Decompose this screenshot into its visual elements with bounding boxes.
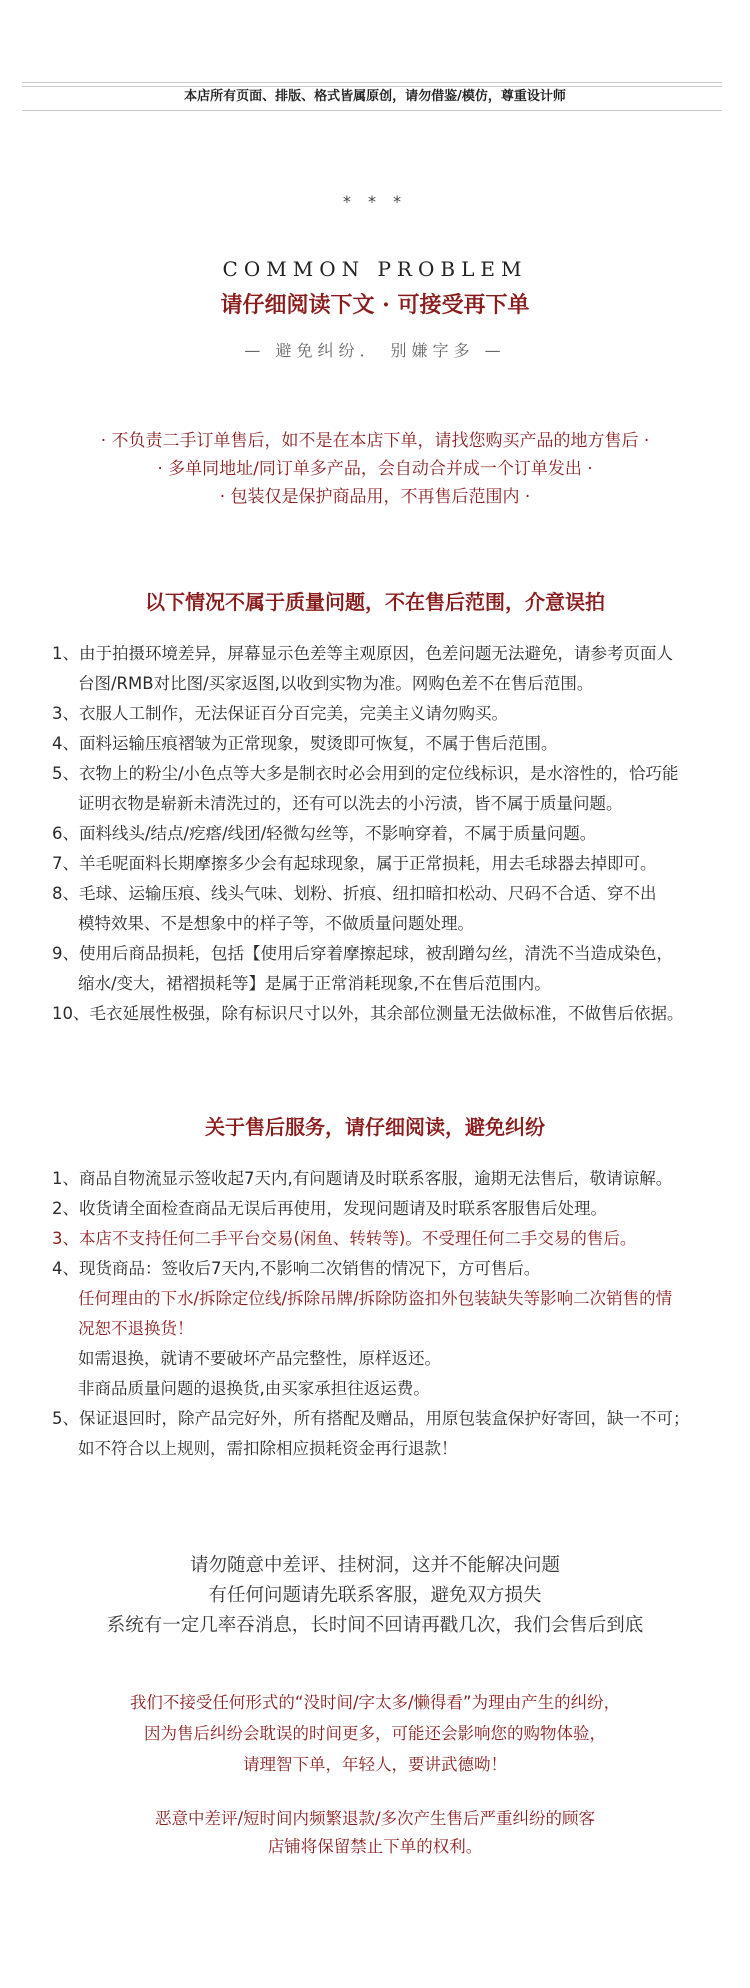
notice-line: · 不负责二手订单售后，如不是在本店下单，请找您购买产品的地方售后 · [100,431,650,451]
list-item-text: 10、毛衣延展性极强，除有标识尺寸以外，其余部位测量无法做标准，不做售后依据。 [52,1004,684,1023]
list-item-continuation: 非商品质量问题的退换货,由买家承担往返运费。 [78,1379,430,1398]
list-item [52,1404,742,1464]
key-notices [0,427,750,511]
list-item [52,1164,742,1194]
title-chinese: 请仔细阅读下文 · 可接受再下单 [220,292,530,318]
closing-line: 有任何问题请先联系客服，避免双方损失 [208,1585,542,1606]
list-item [52,999,742,1029]
warning-line: 店铺将保留禁止下单的权利。 [267,1837,483,1856]
list-item-text: 7、羊毛呢面料长期摩擦多少会有起球现象，属于正常损耗，用去毛球器去掉即可。 [52,854,657,873]
list-item-continuation: 如不符合以上规则，需扣除相应损耗资金再行退款！ [78,1439,458,1458]
aftersales-policy-list [52,1164,742,1464]
notice-line: · 多单同地址/同订单多产品，会自动合并成一个订单发出 · [157,459,593,479]
list-item-text: 8、毛球、运输压痕、线头气味、划粉、折痕、纽扣暗扣松动、尺码不合适、穿不出 [52,884,657,903]
list-item-text: 4、现货商品：签收后7天内,不影响二次销售的情况下，方可售后。 [52,1259,541,1278]
warning-line: 因为售后纠纷会耽误的时间更多，可能还会影响您的购物体验， [144,1724,606,1743]
list-item [52,759,742,819]
quality-exclusion-list [52,639,742,1029]
dispute-warning [0,1687,750,1780]
list-item-text: 3、衣服人工制作，无法保证百分百完美，完美主义请勿购买。 [52,704,508,723]
list-item [52,699,742,729]
warning-line: 请理智下单，年轻人，要讲武德呦！ [243,1755,507,1774]
decorative-stars: * * * [342,192,408,211]
list-item [52,1224,742,1254]
list-item [52,819,742,849]
warning-line: 我们不接受任何形式的“没时间/字太多/懒得看”为理由产生的纠纷， [129,1693,621,1712]
list-item-text: 1、由于拍摄环境差异，屏幕显示色差等主观原因，色差问题无法避免，请参考页面人 [52,644,673,663]
list-item-text: 1、商品自物流显示签收起7天内,有问题请及时联系客服，逾期无法售后，敬请谅解。 [52,1169,673,1188]
list-item-text: 2、收货请全面检查商品无误后再使用，发现问题请及时联系客服售后处理。 [52,1199,607,1218]
header-bottom-rule [22,110,722,111]
closing-line: 系统有一定几率吞消息，长时间不回请再戳几次，我们会售后到底 [106,1615,644,1636]
closing-message [0,1551,750,1641]
list-item-text: 9、使用后商品损耗，包括【使用后穿着摩擦起球，被刮蹭勾丝，清洗不当造成染色， [52,944,673,963]
copyright-notice: 本店所有页面、排版、格式皆属原创，请勿借鉴/模仿，尊重设计师 [184,89,566,104]
list-item [52,939,742,999]
list-item [52,849,742,879]
list-item-continuation: 台图/RMB对比图/买家返图,以收到实物为准。网购色差不在售后范围。 [78,674,594,693]
list-item [52,1194,742,1224]
section-heading-aftersales: 关于售后服务，请仔细阅读，避免纠纷 [205,1115,545,1139]
list-item-continuation: 如需退换，就请不要破坏产品完整性，原样返还。 [78,1349,441,1368]
section-heading-quality: 以下情况不属于质量问题，不在售后范围，介意误拍 [145,590,605,614]
notice-line: · 包装仅是保护商品用，不再售后范围内 · [219,487,531,507]
list-item [52,1254,742,1404]
header-top-rule [22,82,722,83]
list-item-text: 4、面料运输压痕褶皱为正常现象，熨烫即可恢复，不属于售后范围。 [52,734,558,753]
subtitle: — 避免纠纷． 别嫌字多 — [244,341,506,360]
list-item-text: 3、本店不支持任何二手平台交易(闲鱼、转转等)。不受理任何二手交易的售后。 [52,1229,637,1248]
order-ban-warning [0,1805,750,1861]
list-item-continuation: 况恕不退换货！ [78,1319,194,1338]
list-item [52,879,742,939]
list-item-text: 6、面料线头/结点/疙瘩/线团/轻微勾丝等，不影响穿着，不属于质量问题。 [52,824,597,843]
list-item [52,729,742,759]
closing-line: 请勿随意中差评、挂树洞，这并不能解决问题 [189,1555,560,1576]
list-item-continuation: 模特效果、不是想象中的样子等，不做质量问题处理。 [78,914,474,933]
list-item-text: 5、衣物上的粉尘/小色点等大多是制衣时必会用到的定位线标识，是水溶性的，恰巧能 [52,764,679,783]
list-item-continuation: 任何理由的下水/拆除定位线/拆除吊牌/拆除防盗扣外包装缺失等影响二次销售的情 [78,1289,673,1308]
warning-line: 恶意中差评/短时间内频繁退款/多次产生售后严重纠纷的顾客 [154,1809,596,1828]
list-item-continuation: 缩水/变大，裙褶损耗等】是属于正常消耗现象,不在售后范围内。 [78,974,551,993]
list-item-continuation: 证明衣物是崭新未清洗过的，还有可以洗去的小污渍，皆不属于质量问题。 [78,794,623,813]
header-top-rule-inner [22,86,722,87]
title-english: COMMON PROBLEM [222,257,528,281]
list-item [52,639,742,699]
list-item-text: 5、保证退回时，除产品完好外，所有搭配及赠品，用原包装盒保护好寄回，缺一不可； [52,1409,690,1428]
